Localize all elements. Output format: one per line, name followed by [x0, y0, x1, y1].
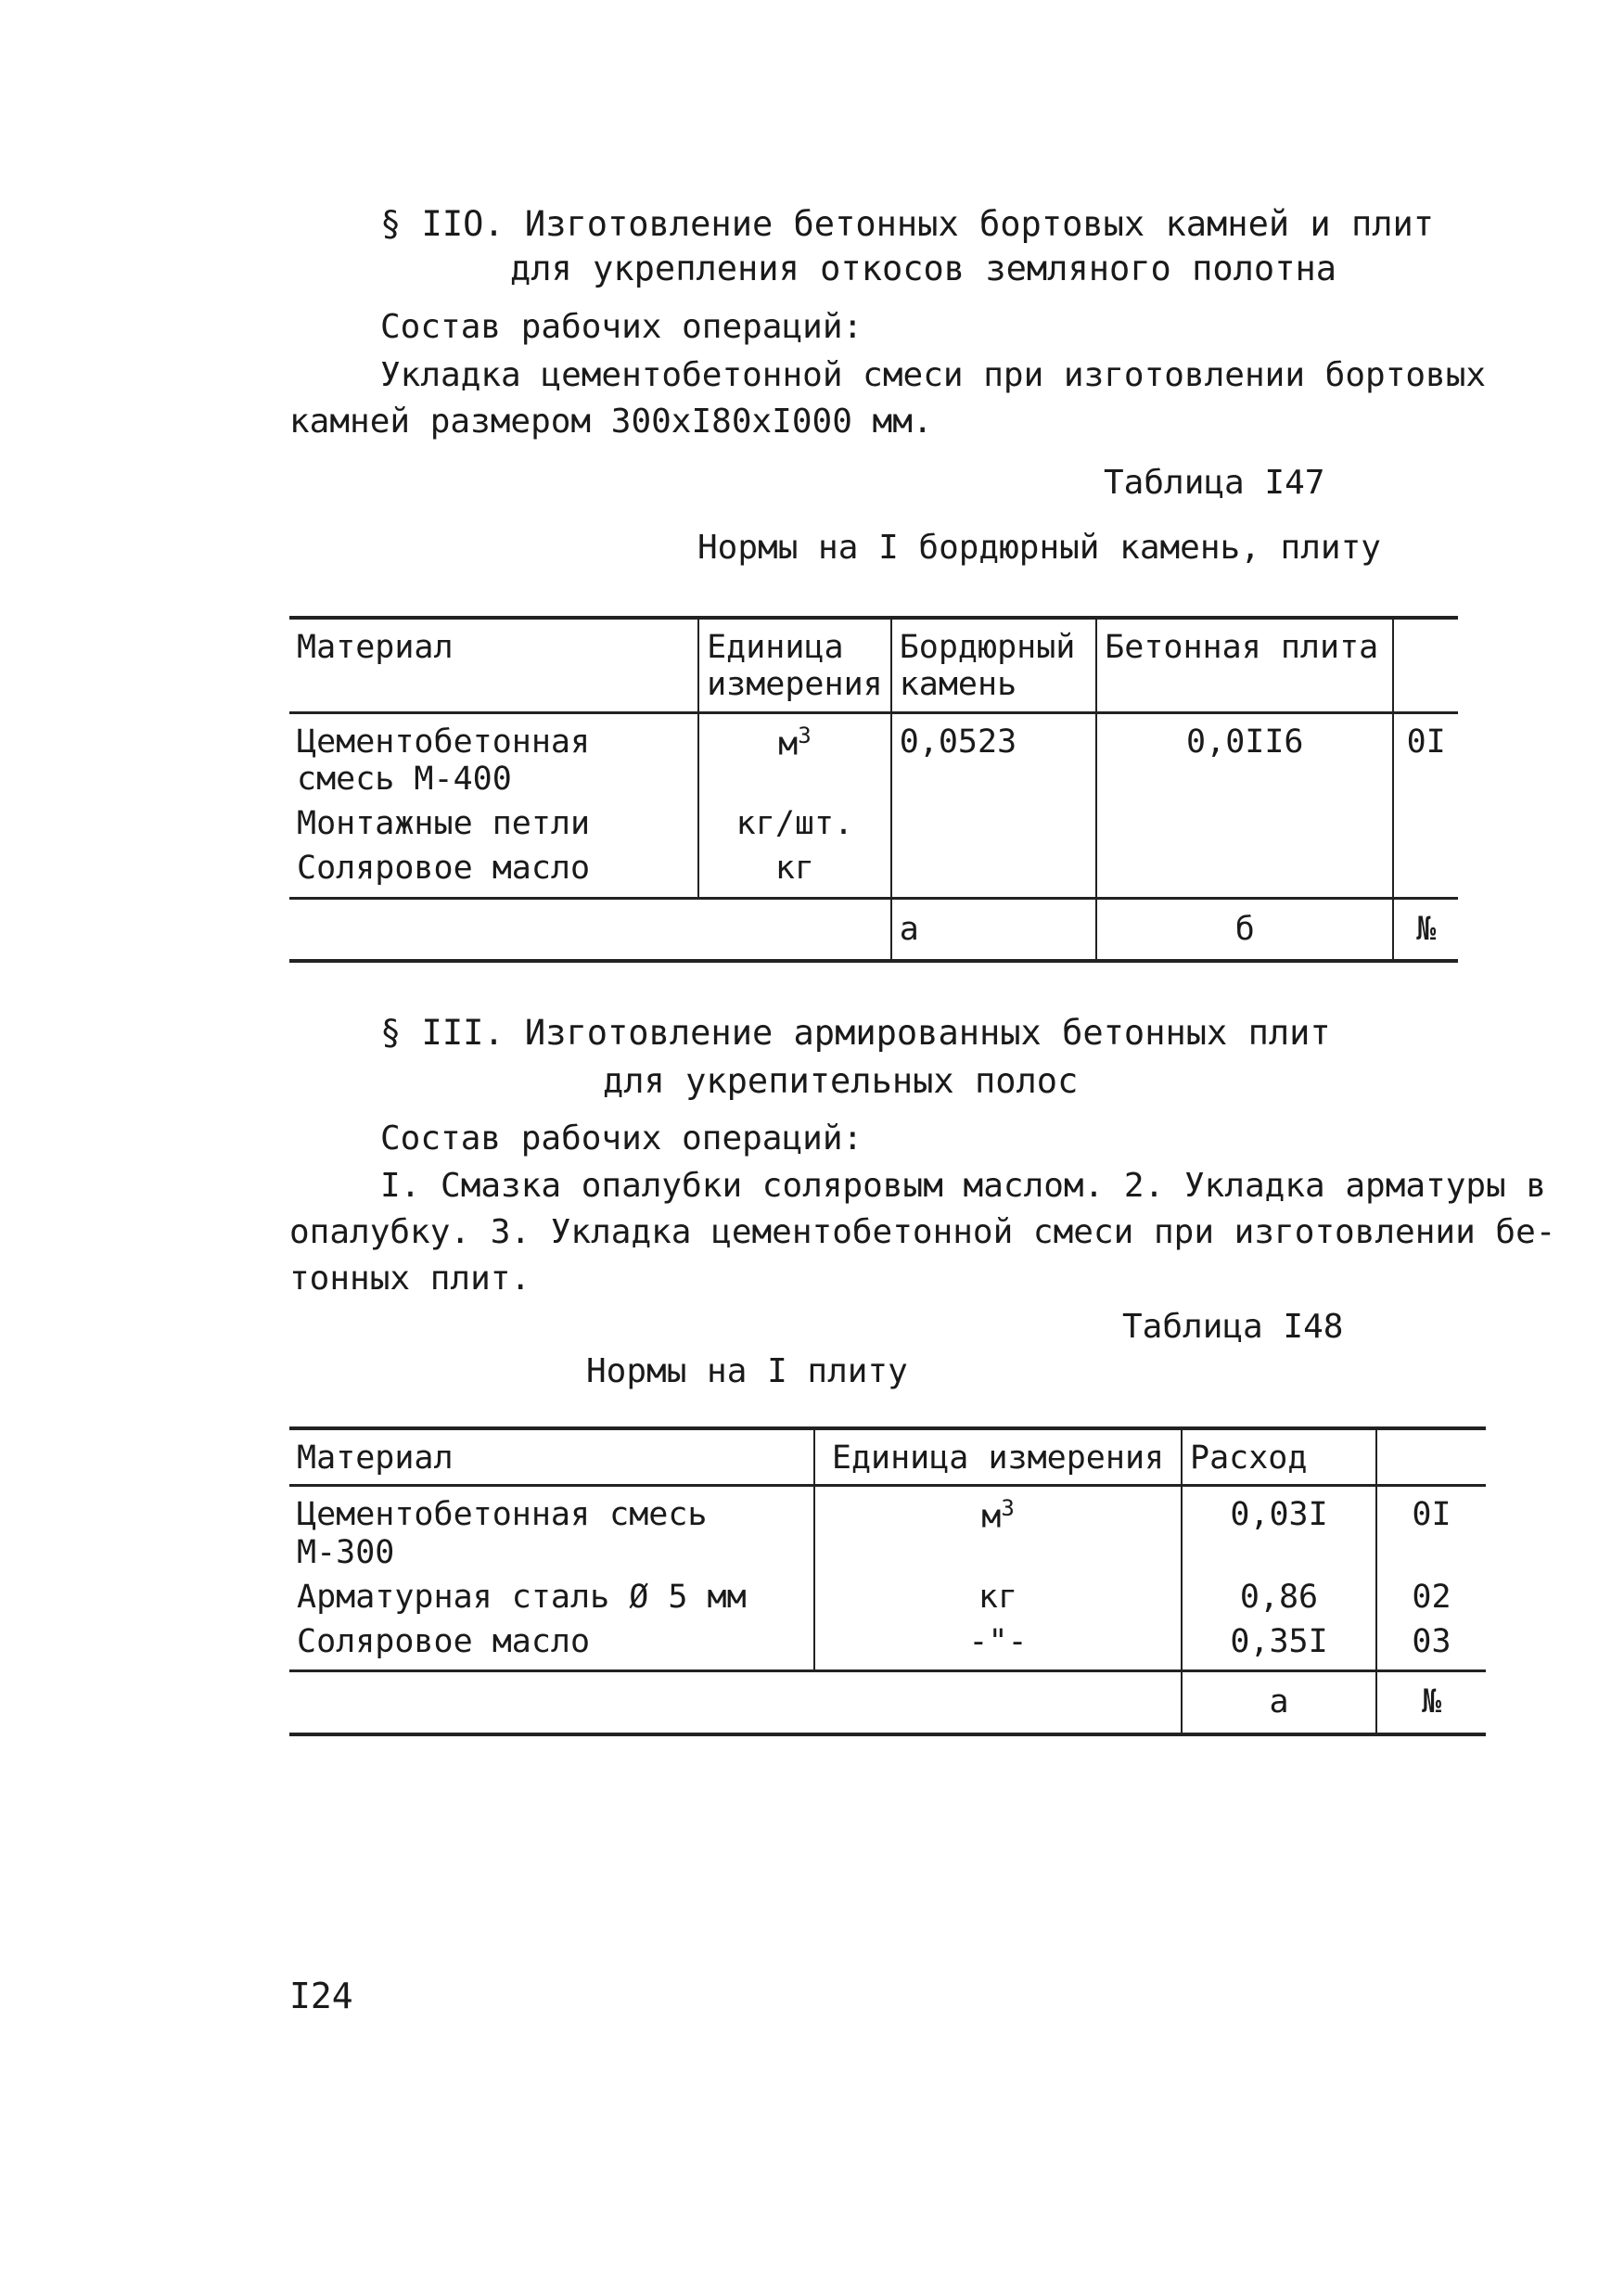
row-code: 02: [1376, 1575, 1486, 1619]
section-111-title-line2: для укрепительных полос: [603, 1061, 1079, 1101]
header-code: [1376, 1428, 1486, 1486]
section-110-ops-heading: Состав рабочих операций:: [380, 308, 863, 346]
row-curb-value: 0,0523: [891, 712, 1096, 801]
section-111-ops-line1: I. Смазка опалубки соляровым маслом. 2. Укладка арматуры в: [380, 1167, 1547, 1205]
row-unit: кг/шт.: [698, 801, 891, 846]
footer-code-sign: №: [1393, 898, 1458, 961]
section-110-ops-line1: Укладка цементобетонной смеси при изготовлении бортовых: [380, 356, 1487, 394]
section-110-title-line2: для укрепления откосов земляного полотна: [510, 249, 1337, 288]
table-row: [289, 1575, 1486, 1619]
row-unit: $м^3$: [814, 1486, 1182, 1575]
table-row: [289, 801, 1458, 846]
section-111-ops-line2: опалубку. 3. Укладка цементобетонной смеси при изготовлении бе-: [289, 1213, 1556, 1251]
header-material: Материал: [289, 618, 698, 712]
table-147-label: Таблица I47: [1104, 464, 1325, 502]
row-slab-value: [1096, 801, 1393, 846]
row-code: 03: [1376, 1619, 1486, 1671]
footer-empty: [289, 1671, 1182, 1734]
row-unit: кг: [698, 846, 891, 898]
footer-empty: [289, 898, 891, 961]
table-147: [289, 616, 1458, 963]
row-consumption: 0,86: [1182, 1575, 1376, 1619]
row-code: [1393, 801, 1458, 846]
row-unit: -"-: [814, 1619, 1182, 1671]
row-curb-value: [891, 801, 1096, 846]
row-consumption: 0,35I: [1182, 1619, 1376, 1671]
section-110-title-line1: § IIO. Изготовление бетонных бортовых камней и плит: [380, 204, 1435, 244]
footer-consumption-letter: а: [1182, 1671, 1376, 1734]
section-110-ops-line2: камней размером 300xI80xI000 мм.: [289, 403, 933, 441]
row-material: Арматурная сталь Ø 5 мм: [297, 1578, 747, 1616]
row-slab-value: [1096, 846, 1393, 898]
footer-curb-letter: а: [891, 898, 1096, 961]
row-material: Соляровое масло: [297, 850, 591, 888]
row-material: Монтажные петли: [297, 805, 591, 842]
header-consumption: Расход: [1182, 1428, 1376, 1486]
row-unit: кг: [814, 1575, 1182, 1619]
row-code: [1393, 846, 1458, 898]
table-row: [289, 712, 1458, 801]
row-curb-value: [891, 846, 1096, 898]
row-material: Цементобетонная смесь М-300: [297, 1496, 708, 1571]
table-148: [289, 1426, 1486, 1736]
row-consumption: 0,03I: [1182, 1486, 1376, 1575]
section-111-ops-heading: Состав рабочих операций:: [380, 1119, 863, 1158]
header-material: Материал: [289, 1428, 814, 1486]
header-concrete-slab: Бетонная плита: [1096, 618, 1393, 712]
section-111-title-line1: § III. Изготовление армированных бетонных плит: [380, 1013, 1331, 1053]
table-row: [289, 846, 1458, 898]
header-code: [1393, 618, 1458, 712]
table-148-label: Таблица I48: [1122, 1308, 1344, 1346]
row-slab-value: 0,0II6: [1096, 712, 1393, 801]
row-material: Цементобетонная смесь М-400: [297, 723, 591, 798]
table-row: [289, 1619, 1486, 1671]
footer-code-sign: №: [1376, 1671, 1486, 1734]
table-row: [289, 1486, 1486, 1575]
footer-slab-letter: б: [1096, 898, 1393, 961]
table-147-caption: Нормы на I бордюрный камень, плиту: [697, 529, 1381, 567]
row-material: Соляровое масло: [297, 1623, 591, 1660]
row-unit: $м^3$: [698, 712, 891, 801]
row-code: 0I: [1376, 1486, 1486, 1575]
section-111-ops-line3: тонных плит.: [289, 1260, 531, 1298]
header-curb-stone: Бордюрный камень: [891, 618, 1096, 712]
row-code: 0I: [1393, 712, 1458, 801]
header-unit: Единица измерения: [814, 1428, 1182, 1486]
page-number: I24: [289, 1976, 353, 2016]
header-unit: Единица измерения: [698, 618, 891, 712]
table-148-caption: Нормы на I плиту: [586, 1352, 908, 1390]
